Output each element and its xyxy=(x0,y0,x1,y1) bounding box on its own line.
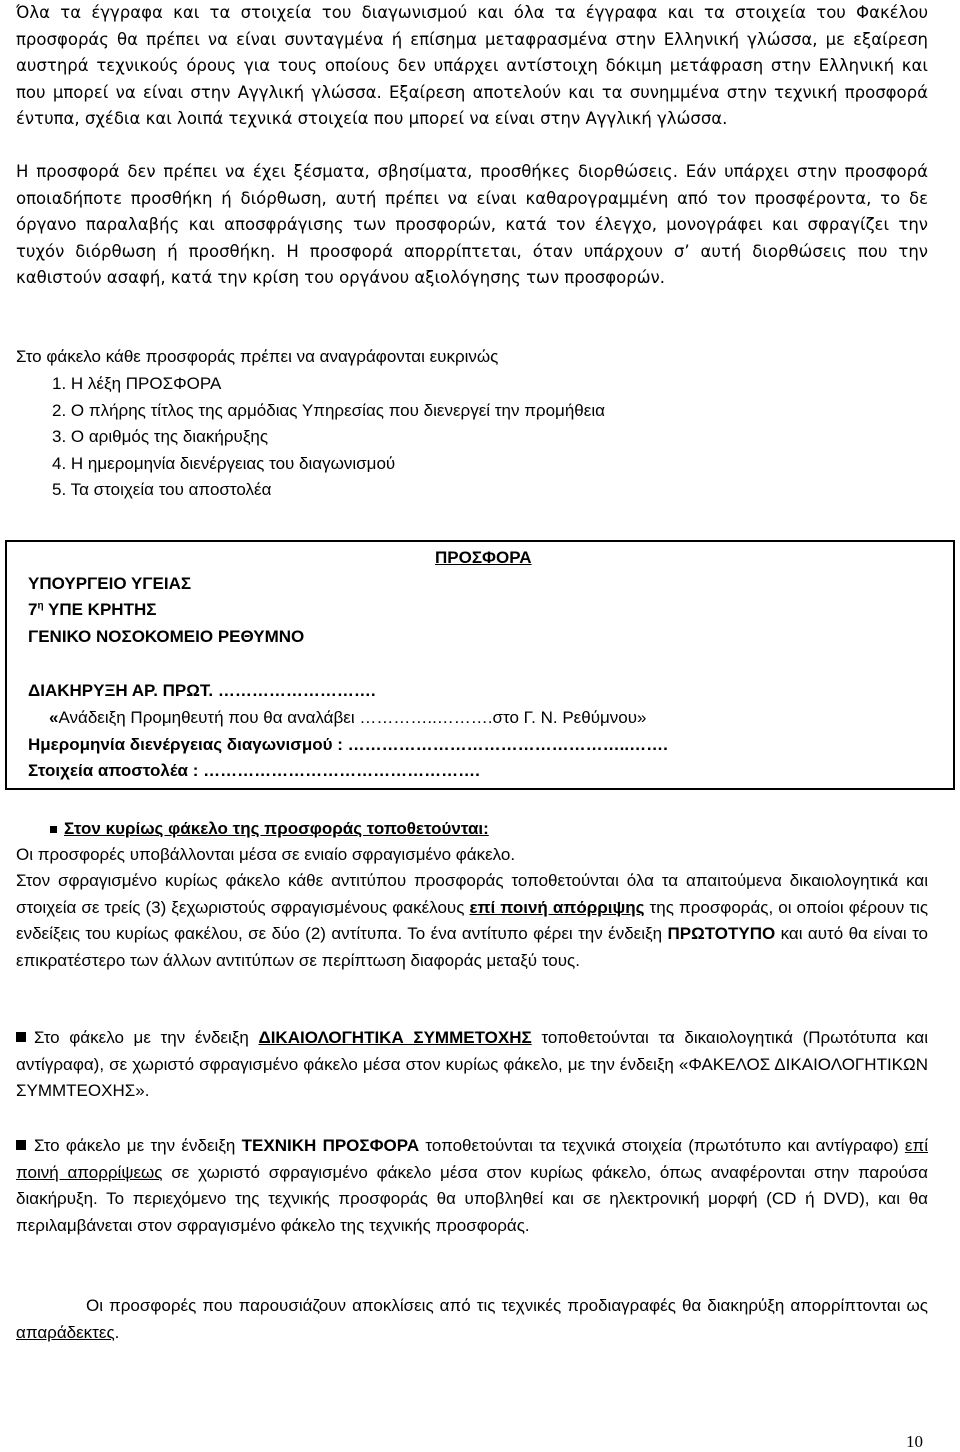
date-line: Ημερομηνία διενέργειας διαγωνισμού : …………………………………………..……. xyxy=(28,735,668,754)
envelope-label-box xyxy=(5,540,955,790)
hospital-name: ΓΕΝΙΚΟ ΝΟΣΟΚΟΜΕΙΟ ΡΕΘΥΜΝΟ xyxy=(28,627,305,646)
tech-envelope-paragraph: Στο φάκελο με την ένδειξη ΤΕΧΝΙΚΗ ΠΡΟΣΦΟΡΑ τοποθετούνται τα τεχνικά στοιχεία (πρωτότυπο και αντίγραφο) επί ποινή απορρίψεως σε χωριστό σφραγισμένο φάκελο μέσα στον κυρίως φάκελο, όπως αναφέρονται στην παρούσα διακήρυξη. Το περιεχόμενο της τεχνικής προσφοράς θα υποβληθεί και σε ηλεκτρονική μορφή (CD ή DVD), και θα περιλαμβάνεται στον σφραγισμένο φάκελο της τεχνικής προσφοράς. xyxy=(16,1136,929,1235)
page-number: 10 xyxy=(906,1432,923,1451)
docs-envelope-paragraph: Στο φάκελο με την ένδειξη ΔΙΚΑΙΟΛΟΓΗΤΙΚΑ ΣΥΜΜΕΤΟΧΗΣ τοποθετούνται τα δικαιολογητικά (Πρωτότυπα και αντίγραφα), σε χωριστό σφραγισμένο φάκελο μέσα στον κυρίως φάκελο, με την ένδειξη «ΦΑΚΕΛΟΣ ΔΙΚΑΙΟΛΟΓΗΤΙΚΩΝ ΣΥΜΜΤΕΟΧΗΣ». xyxy=(16,1028,929,1100)
offer-title: ΠΡΟΣΦΟΡΑ xyxy=(435,548,532,567)
list-item: 5. Τα στοιχεία του αποστολέα xyxy=(52,480,272,499)
list-item: 3. Ο αριθμός της διακήρυξης xyxy=(52,427,269,446)
ministry-name: ΥΠΟΥΡΓΕΙΟ ΥΓΕΙΑΣ xyxy=(28,574,192,593)
sender-line: Στοιχεία αποστολέα : …………………………………………. xyxy=(28,761,480,780)
protocol-line: ΔΙΑΚΗΡΥΞΗ ΑΡ. ΠΡΩΤ. ………………………. xyxy=(28,681,376,700)
subject-line: «Ανάδειξη Προμηθευτή που θα αναλάβει …………..……….στο Γ. Ν. Ρεθύμνου» xyxy=(49,708,647,727)
main-envelope-heading: Στον κυρίως φάκελο της προσφοράς τοποθετούνται: xyxy=(50,816,489,843)
square-bullet-icon xyxy=(50,826,57,833)
rejection-paragraph: Οι προσφορές που παρουσιάζουν αποκλίσεις από τις τεχνικές προδιαγραφές θα διακηρύξη απορρίπτονται ως απαράδεκτες. xyxy=(16,1296,928,1342)
main-envelope-paragraph: Στον σφραγισμένο κυρίως φάκελο κάθε αντιτύπου προσφοράς τοποθετούνται όλα τα απαιτούμενα δικαιολογητικά και στοιχεία σε τρείς (3) ξεχωριστούς σφραγισμένους φακέλους επί ποινή απόρριψης της προσφοράς, οι οποίοι φέρουν τις ενδείξεις του κυρίως φακέλου, σε δύο (2) αντίτυπα. Το ένα αντίτυπο φέρει την ένδειξη ΠΡΩΤΟΤΥΠΟ και αυτό θα είναι το επικρατέστερο των άλλων αντιτύπων σε περίπτωση διαφοράς μεταξύ τους. xyxy=(16,871,929,970)
square-bullet-icon xyxy=(16,1032,26,1042)
list-item: 4. Η ημερομηνία διενέργειας του διαγωνισμού xyxy=(52,453,396,473)
health-region: $7^\eta$ ΥΠΕ ΚΡΗΤΗΣ xyxy=(28,600,157,619)
list-item: 1. Η λέξη ΠΡΟΣΦΟΡΑ xyxy=(52,374,222,393)
envelope-list-heading: Στο φάκελο κάθε προσφοράς πρέπει να αναγράφονται ευκρινώς xyxy=(16,347,499,366)
main-envelope-line: Οι προσφορές υποβάλλονται μέσα σε ενιαίο σφραγισμένο φάκελο. xyxy=(16,845,516,864)
intro-paragraph-2: Η προσφορά δεν πρέπει να έχει ξέσματα, σβησίματα, προσθήκες διορθώσεις. Εάν υπάρχει στην προσφορά οποιαδήποτε προσθήκη ή διόρθωση, αυτή πρέπει να είναι καθαρογραμμένη από τον προσφέροντα, το δε όργανο παραλαβής και αποσφράγισης των προσφορών, κατά τον έλεγχο, μονογράφει και σφραγίζει την τυχόν διόρθωση ή προσθήκη. Η προσφορά απορρίπτεται, όταν υπάρχουν σ’ αυτή διορθώσεις που την καθιστούν ασαφή, κατά την κρίση του οργάνου αξιολόγησης των προσφορών. xyxy=(16,162,928,287)
envelope-list xyxy=(16,371,605,504)
list-item: 2. Ο πλήρης τίτλος της αρμόδιας Υπηρεσίας που διενεργεί την προμήθεια xyxy=(52,400,605,420)
intro-paragraph-1: Όλα τα έγγραφα και τα στοιχεία του διαγωνισμού και όλα τα έγγραφα και τα στοιχεία του Φακέλου προσφοράς θα πρέπει να είναι συνταγμένα ή επίσημα μεταφρασμένα στην Ελληνική γλώσσα, με εξαίρεση αυστηρά τεχνικούς όρους για τους οποίους δεν υπάρχει αντίστοιχη δόκιμη μετάφραση στην Ελληνική και που μπορεί να είναι στην Αγγλική γλώσσα. Εξαίρεση αποτελούν και τα συνημμένα στην τεχνική προσφορά έντυπα, σχέδια και λοιπά τεχνικά στοιχεία που μπορεί να είναι στην Αγγλική γλώσσα. xyxy=(16,3,928,128)
square-bullet-icon xyxy=(16,1140,26,1150)
